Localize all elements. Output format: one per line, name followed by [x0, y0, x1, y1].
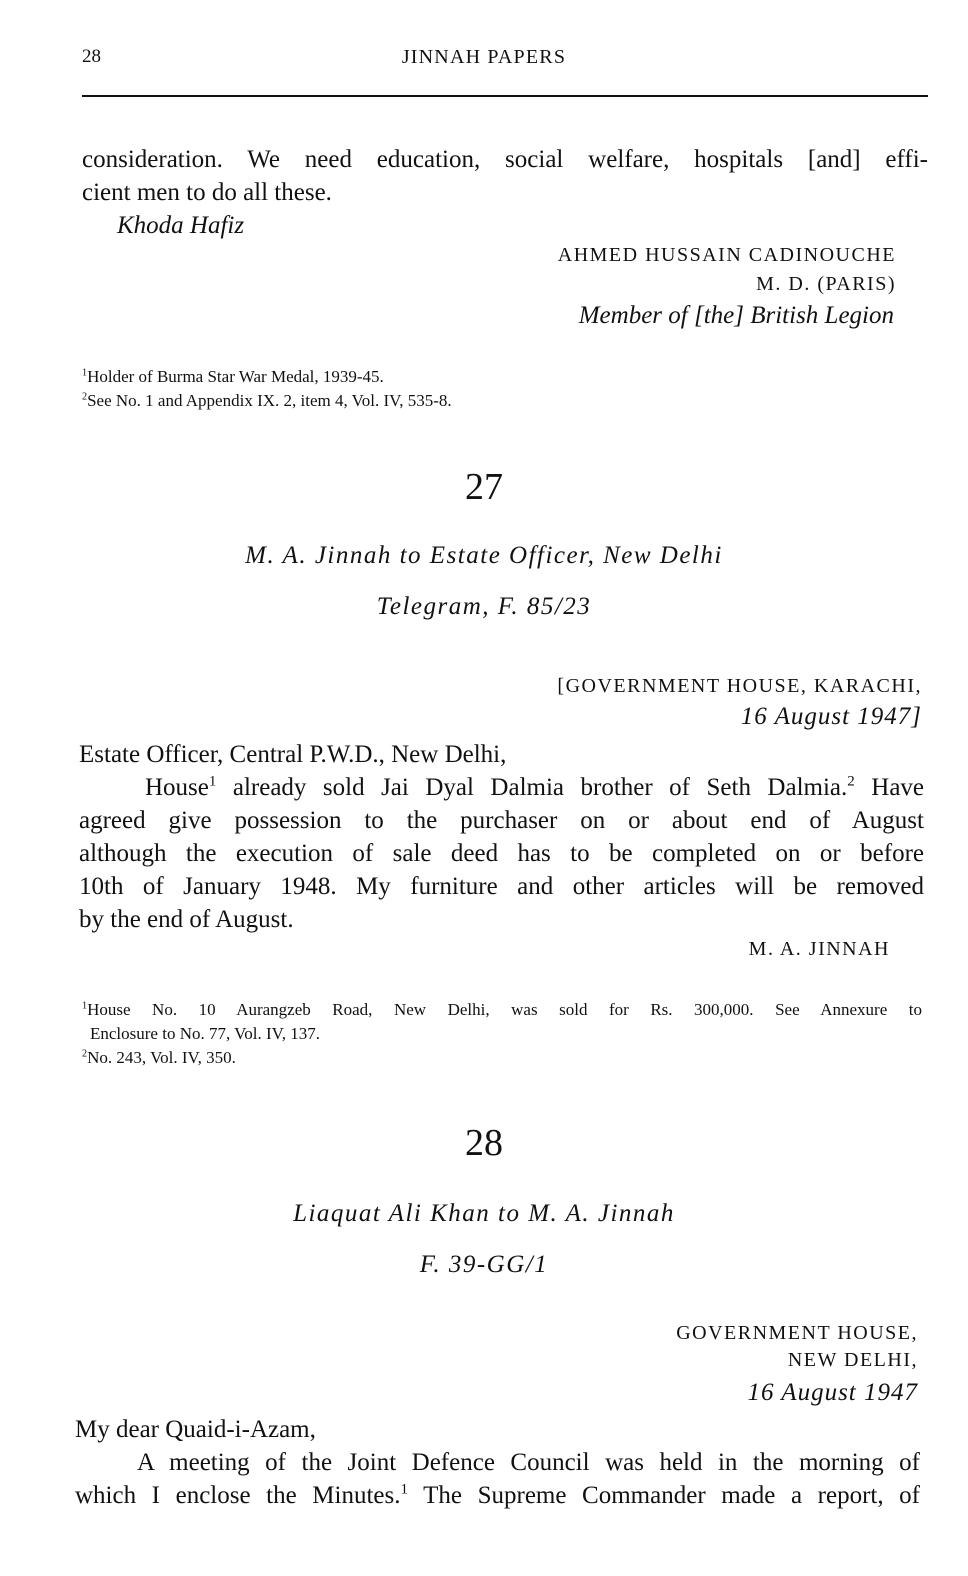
body-text: The Supreme Commander made a report, of [408, 1482, 921, 1509]
prev-letter-line-2: cient men to do all these. [82, 179, 332, 206]
document-27-body-line-3: although the execution of sale deed has to be completed on or before [79, 840, 924, 867]
document-28-body-line-1 [75, 1446, 920, 1479]
document-28-place-line-1: GOVERNMENT HOUSE, [676, 1322, 918, 1344]
document-27-date: 16 August 1947] [740, 703, 922, 730]
document-28-title: Liaquat Ali Khan to M. A. Jinnah [293, 1200, 675, 1227]
footnote-text: No. 243, Vol. IV, 350. [87, 1048, 236, 1067]
document-27-addressee: Estate Officer, Central P.W.D., New Delhi, [79, 741, 507, 768]
prev-letter-line-1: consideration. We need education, social welfare, hospitals [and] effi- [82, 146, 928, 173]
prev-letter-signature-degree: M. D. (PARIS) [756, 273, 896, 295]
document-28-body [75, 1446, 920, 1512]
prev-letter-footnote-1 [82, 366, 928, 388]
document-number-27: 27 [465, 466, 503, 508]
body-text: A meeting of the Joint Defence Council was held in the morning of [136, 1449, 920, 1476]
document-28-body-line-2 [75, 1479, 920, 1512]
document-27-body-line-1 [79, 771, 924, 804]
prev-letter-body [82, 143, 928, 209]
footnote-marker: 1 [82, 367, 88, 379]
header-rule [82, 95, 928, 97]
document-27-title: M. A. Jinnah to Estate Officer, New Delhi [245, 542, 723, 569]
running-title: JINNAH PAPERS [401, 46, 567, 68]
document-27-body-line-2: agreed give possession to the purchaser on or about end of August [79, 807, 924, 834]
document-27-footnote-1-line-1 [82, 999, 922, 1021]
document-28-salutation: My dear Quaid-i-Azam, [75, 1416, 316, 1443]
footnote-text: House No. 10 Aurangzeb Road, New Delhi, was sold for Rs. 300,000. See Annexure to [87, 1000, 922, 1019]
footnote-text: See No. 1 and Appendix IX. 2, item 4, Vol. IV, 535-8. [87, 391, 452, 410]
document-27-body-line-4: 10th of January 1948. My furniture and other articles will be removed [79, 873, 924, 900]
document-28-place-line-2: NEW DELHI, [787, 1349, 918, 1371]
document-number-28: 28 [465, 1122, 503, 1164]
prev-letter-signature-name: AHMED HUSSAIN CADINOUCHE [557, 244, 896, 266]
footnote-marker: 1 [208, 773, 217, 790]
document-27-footnote-2 [82, 1047, 922, 1069]
footnote-text: Holder of Burma Star War Medal, 1939-45. [87, 367, 384, 386]
body-text: already sold Jai Dyal Dalmia brother of Seth Dalmia. [232, 774, 848, 801]
document-27-body-line-5: by the end of August. [79, 906, 294, 933]
document-28-date: 16 August 1947 [747, 1379, 918, 1406]
document-27-body [79, 771, 924, 936]
prev-letter-signature-title: Member of [the] British Legion [578, 302, 894, 329]
footnote-marker: 2 [82, 1048, 88, 1060]
body-word: House [144, 774, 209, 801]
page-number: 28 [82, 46, 101, 67]
footnote-marker: 2 [847, 773, 855, 790]
prev-letter-footnote-2 [82, 390, 928, 412]
document-27-reference: Telegram, F. 85/23 [376, 593, 592, 620]
footnote-marker: 1 [82, 1000, 88, 1012]
footnote-marker: 2 [82, 391, 88, 403]
document-27-signature: M. A. JINNAH [748, 938, 890, 960]
prev-letter-closing: Khoda Hafiz [117, 212, 245, 239]
body-text: which I enclose the Minutes. [75, 1482, 401, 1509]
footnote-marker: 1 [400, 1481, 408, 1498]
document-27-footnote-1-line-2: Enclosure to No. 77, Vol. IV, 137. [90, 1024, 320, 1043]
document-28-reference: F. 39-GG/1 [419, 1251, 549, 1278]
document-27-place: [GOVERNMENT HOUSE, KARACHI, [557, 675, 922, 697]
body-word: Have [871, 774, 925, 801]
